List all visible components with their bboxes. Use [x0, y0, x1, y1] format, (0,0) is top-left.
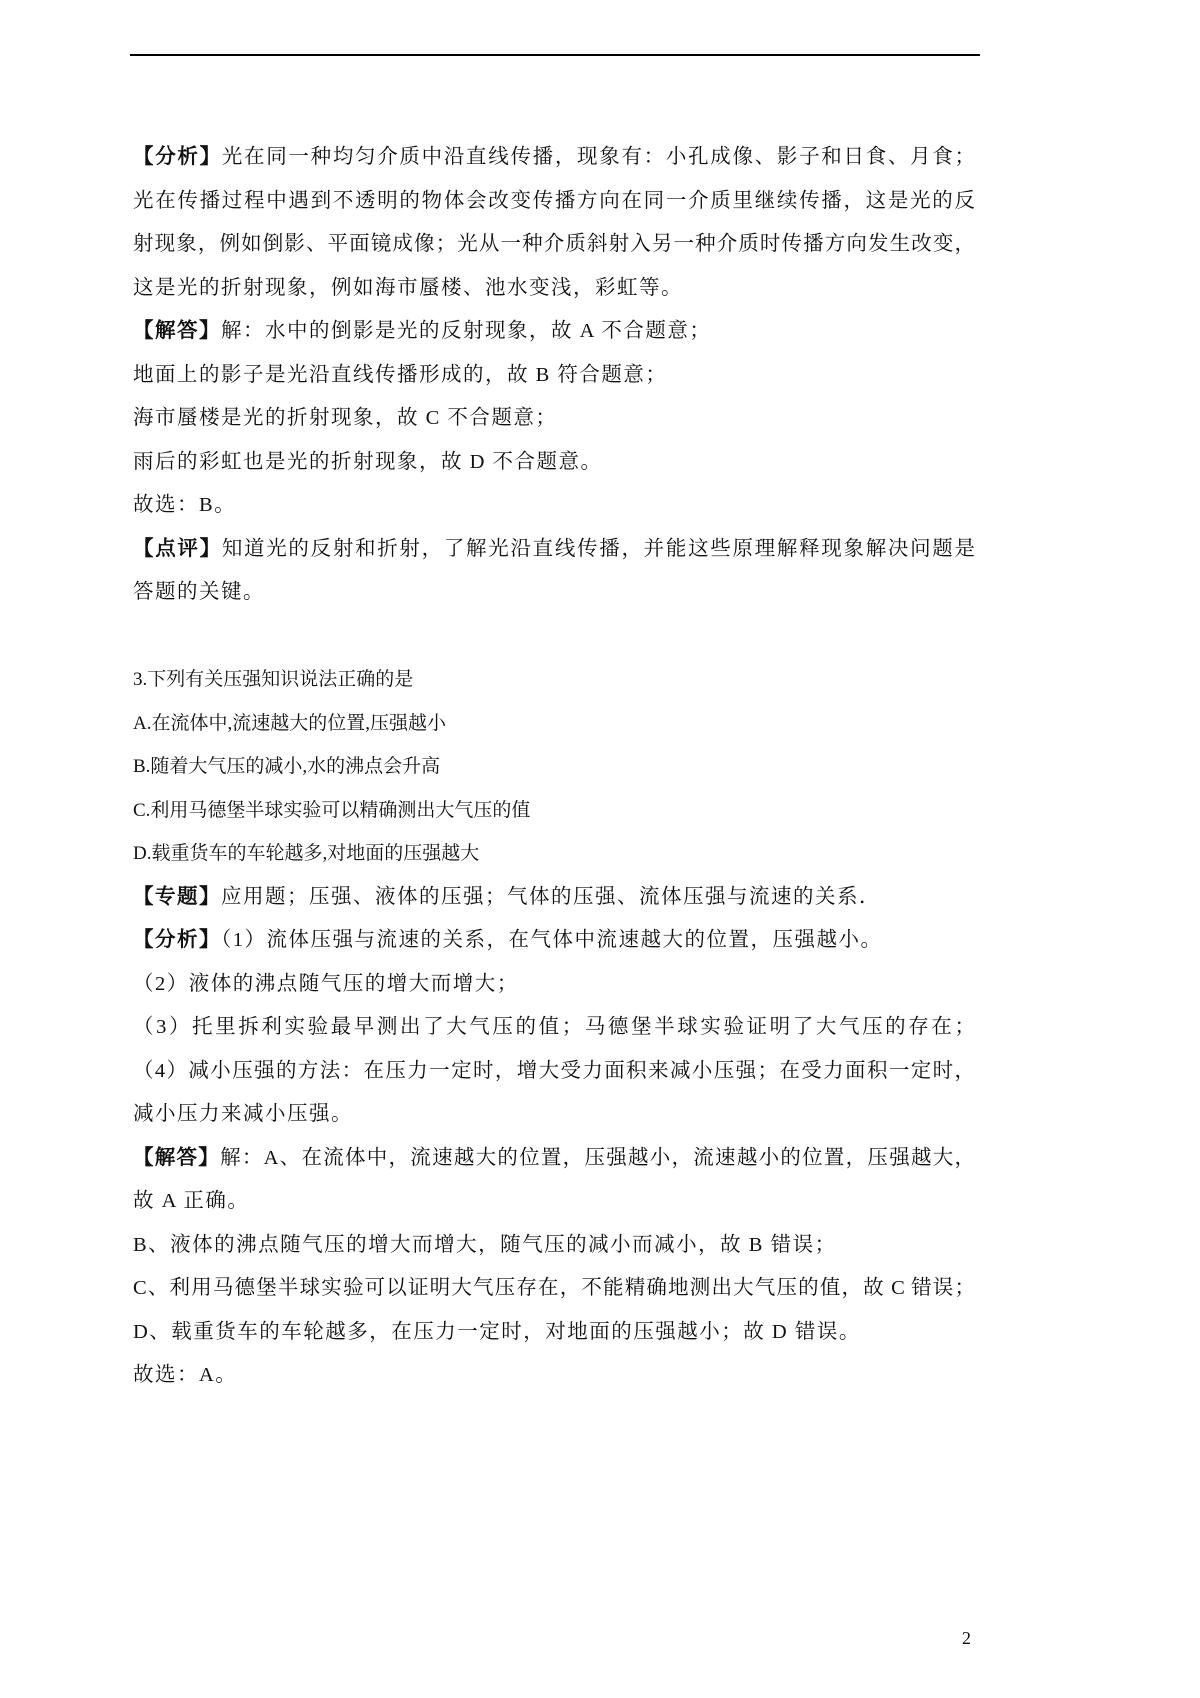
question3-option-d: D.载重货车的车轮越多,对地面的压强越大: [133, 843, 480, 864]
question3-answer-line: C、利用马德堡半球实验可以证明大气压存在，不能精确地测出大气压的值，故 C 错误；: [133, 1277, 975, 1299]
solution2-analysis-line: 光在传播过程中遇到不透明的物体会改变传播方向在同一介质里继续传播，这是光的反: [133, 189, 975, 212]
solution2-review-line: [133, 528, 975, 572]
topic-text: 应用题；压强、液体的压强；气体的压强、流体压强与流速的关系．: [221, 885, 881, 908]
analysis-text: 光在同一种均匀介质中沿直线传播，现象有：小孔成像、影子和日食、月食；: [221, 146, 975, 168]
solution2-choice-line: 故选：B。: [133, 494, 237, 516]
question3-analysis-line: （4）减小压强的方法：在压力一定时，增大受力面积来减小压强；在受力面积一定时，: [133, 1059, 975, 1082]
answer-label: 【解答】: [133, 320, 221, 342]
question3-option-b: B.随着大气压的减小,水的沸点会升高: [133, 756, 441, 777]
question3-answer-line: 故 A 正确。: [133, 1190, 250, 1212]
answer-text: 解：A、在流体中，流速越大的位置，压强越小，流速越小的位置，压强越大，: [220, 1146, 975, 1169]
question3-option-a: A.在流体中,流速越大的位置,压强越小: [133, 712, 446, 734]
header-rule: [130, 54, 980, 56]
page-number: 2: [962, 1628, 971, 1648]
question3-analysis-line: （2）液体的沸点随气压的增大而增大；: [133, 972, 519, 995]
solution2-answer-line: [133, 310, 975, 354]
question3-analysis-line: （3）托里拆利实验最早测出了大气压的值；马德堡半球实验证明了大气压的存在；: [133, 1016, 975, 1038]
question3-analysis-line: 减小压力来减小压强。: [133, 1103, 353, 1125]
solution2-answer-line: 地面上的影子是光沿直线传播形成的，故 B 符合题意；: [133, 363, 668, 386]
analysis-text: （1）流体压强与流速的关系，在气体中流速越大的位置，压强越小。: [221, 929, 883, 951]
answer-label: 【解答】: [133, 1146, 221, 1169]
solution2-answer-line: 海市蜃楼是光的折射现象，故 C 不合题意；: [133, 407, 558, 429]
solution2-analysis-line: 射现象，例如倒影、平面镜成像；光从一种介质斜射入另一种介质时传播方向发生改变，: [133, 233, 975, 255]
solution2-analysis-line: [133, 136, 975, 180]
analysis-label: 【分析】: [133, 146, 222, 168]
solution2-analysis-line: 这是光的折射现象，例如海市蜃楼、池水变浅，彩虹等。: [133, 276, 683, 299]
question3-choice-line: 故选：A。: [133, 1364, 238, 1386]
page-content: [133, 136, 975, 1398]
review-label: 【点评】: [133, 537, 222, 560]
question3-analysis-line: [133, 919, 975, 963]
question3-option-c: C.利用马德堡半球实验可以精确测出大气压的值: [133, 799, 531, 821]
review-text: 知道光的反射和折射，了解光沿直线传播，并能这些原理解释现象解决问题是: [221, 537, 975, 560]
section-gap: [133, 615, 975, 659]
question3-stem: 3.下列有关压强知识说法正确的是: [133, 669, 414, 690]
analysis-label: 【分析】: [133, 929, 221, 951]
question3-answer-line: B、液体的沸点随气压的增大而增大，随气压的减小而减小，故 B 错误；: [133, 1233, 837, 1256]
question3-answer-line: [133, 1137, 975, 1181]
question3-topic-line: [133, 876, 975, 920]
solution2-review-line: 答题的关键。: [133, 581, 265, 603]
question3-answer-line: D、载重货车的车轮越多，在压力一定时，对地面的压强越小；故 D 错误。: [133, 1320, 861, 1343]
answer-text: 解：水中的倒影是光的反射现象，故 A 不合题意；: [221, 320, 712, 342]
topic-label: 【专题】: [133, 885, 221, 908]
solution2-answer-line: 雨后的彩虹也是光的折射现象，故 D 不合题意。: [133, 450, 603, 473]
